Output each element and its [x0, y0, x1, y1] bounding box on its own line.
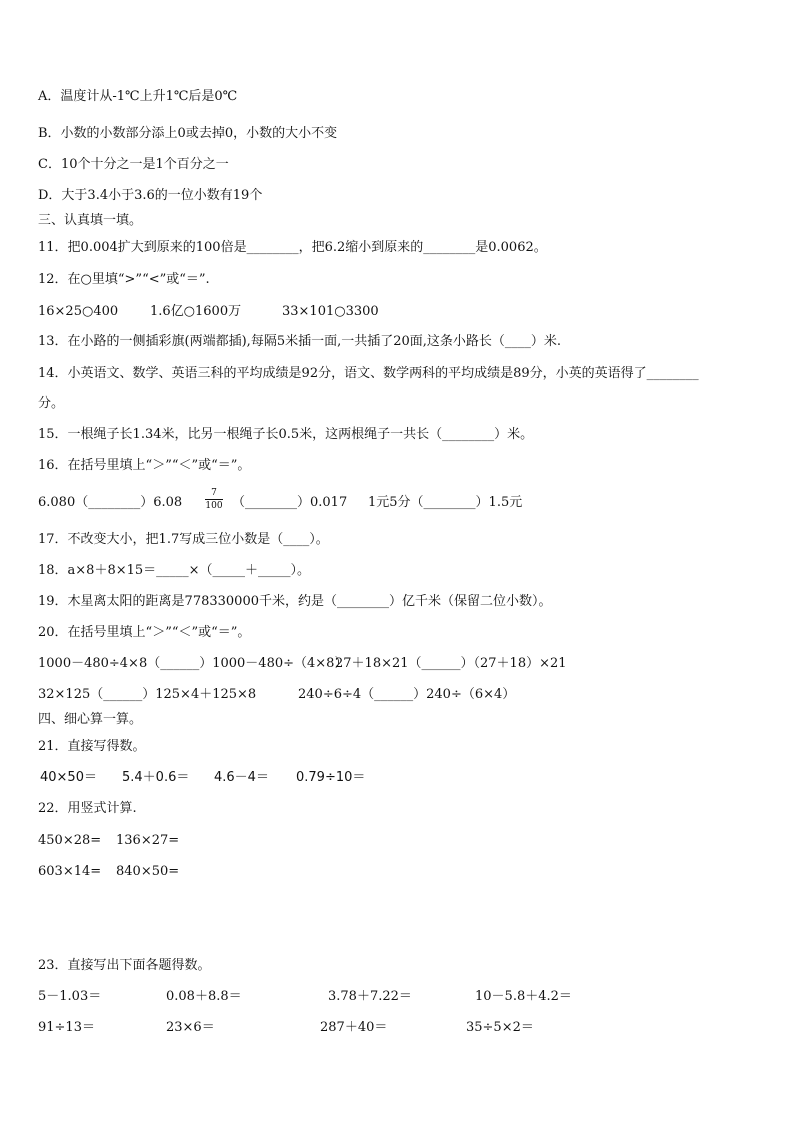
fraction-bar	[205, 499, 223, 500]
question-20: 20．在括号里填上“＞”“＜”或“＝”。	[38, 625, 251, 640]
question-22: 22．用竖式计算.	[38, 801, 137, 816]
section-4-title: 四、细心算一算。	[38, 712, 143, 727]
options-a: A．温度计从-1℃上升1℃后是0℃	[38, 89, 238, 104]
section-3-title: 三、认真填一填。	[38, 213, 143, 228]
question-21: 21．直接写得数。	[38, 739, 146, 754]
q16-item-2: （________）0.017	[232, 495, 348, 510]
q21-item-1: 40×50＝	[40, 770, 97, 785]
question-23: 23．直接写出下面各题得数。	[38, 958, 211, 973]
fraction-numerator: 7	[211, 488, 217, 498]
question-11: 11．把0.004扩大到原来的100倍是________，把6.2缩小到原来的________是0.0062。	[38, 240, 547, 255]
q23-row1-item-1: 5－1.03＝	[38, 989, 102, 1004]
q23-row2-item-3: 287＋40＝	[320, 1020, 388, 1035]
q21-item-2: 5.4＋0.6＝	[122, 770, 190, 785]
q20-row-2a: 32×125（______）125×4＋125×8	[38, 687, 257, 702]
q22-item-4: 840×50=	[116, 864, 180, 879]
question-14-line-2: 分。	[38, 396, 65, 411]
q22-item-1: 450×28=	[38, 833, 102, 848]
q16-fraction	[205, 488, 223, 511]
q22-item-2: 136×27=	[116, 833, 180, 848]
question-17: 17．不改变大小，把1.7写成三位小数是（____）。	[38, 532, 329, 547]
question-14-line-1: 14．小英语文、数学、英语三科的平均成绩是92分，语文、数学两科的平均成绩是89分，小英的英语得了________	[38, 366, 699, 381]
options-d: D．大于3.4小于3.6的一位小数有19个	[38, 188, 263, 203]
q20-row-1a: 1000－480÷4×8（______）1000－480÷（4×8）	[38, 656, 348, 671]
question-13: 13．在小路的一侧插彩旗(两端都插),每隔5米插一面,一共插了20面,这条小路长（____）米.	[38, 334, 562, 349]
options-b: B．小数的小数部分添上0或去掉0，小数的大小不变	[38, 126, 338, 141]
q12-item-3: 33×101○3300	[282, 304, 379, 319]
q23-row1-item-2: 0.08＋8.8＝	[166, 989, 242, 1004]
q23-row1-item-3: 3.78＋7.22＝	[328, 989, 412, 1004]
q16-item-1: 6.080（________）6.08	[38, 495, 183, 510]
q21-item-3: 4.6－4＝	[214, 770, 269, 785]
question-19: 19．木星离太阳的距离是778330000千米，约是（________）亿千米（保留二位小数）。	[38, 594, 552, 609]
question-16: 16．在括号里填上“＞”“＜”或“＝”。	[38, 458, 251, 473]
q23-row2-item-1: 91÷13＝	[38, 1020, 95, 1035]
q20-row-1b: 27＋18×21（______）（27＋18）×21	[335, 656, 567, 671]
q23-row1-item-4: 10－5.8＋4.2＝	[475, 989, 572, 1004]
q21-item-4: 0.79÷10＝	[296, 770, 366, 785]
q12-item-1: 16×25○400	[38, 304, 119, 319]
options-c: C．10个十分之一是1个百分之一	[38, 157, 229, 172]
question-18: 18．a×8＋8×15＝_____×（_____＋_____）。	[38, 563, 311, 578]
q16-item-3: 1元5分（________）1.5元	[368, 495, 523, 510]
fraction-denominator: 100	[205, 501, 223, 511]
q12-item-2: 1.6亿○1600万	[150, 304, 242, 319]
q22-item-3: 603×14=	[38, 864, 102, 879]
question-12: 12．在○里填“>”“<”或“＝”.	[38, 272, 210, 287]
q23-row2-item-4: 35÷5×2＝	[466, 1020, 534, 1035]
question-15: 15．一根绳子长1.34米，比另一根绳子长0.5米，这两根绳子一共长（________）米。	[38, 427, 534, 442]
q20-row-2b: 240÷6÷4（______）240÷（6×4）	[298, 687, 516, 702]
q23-row2-item-2: 23×6＝	[166, 1020, 215, 1035]
